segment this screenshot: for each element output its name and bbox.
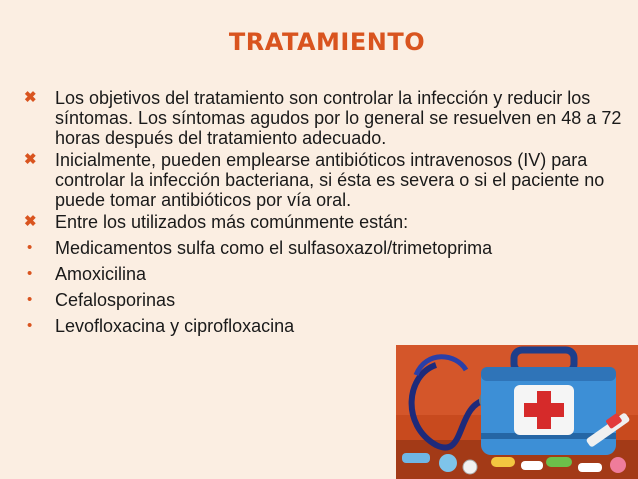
- bullet-list: [24, 88, 624, 342]
- dot-bullet-icon: •: [27, 265, 33, 282]
- dot-bullet-icon: •: [27, 239, 33, 256]
- dot-bullet-icon: •: [27, 291, 33, 308]
- x-bullet-icon: ✖: [24, 89, 37, 106]
- list-item: [24, 150, 624, 210]
- list-item-text: Cefalosporinas: [55, 290, 176, 310]
- list-item: [24, 238, 624, 258]
- list-item-text: Inicialmente, pueden emplearse antibióticos intravenosos (IV) para controlar la infección bacteriana, si ésta es severa o si el paciente no puede tomar antibióticos por vía oral.: [55, 150, 605, 210]
- list-item-text: Medicamentos sulfa como el sulfasoxazol/trimetoprima: [55, 238, 493, 258]
- medical-kit-photo: [396, 345, 638, 479]
- slide-title: [0, 28, 638, 56]
- list-item-text: Los objetivos del tratamiento son controlar la infección y reducir los síntomas. Los síntomas agudos por lo general se resuelven en 48 a 72 horas después del tratamiento adecuado.: [55, 88, 622, 148]
- list-item: [24, 316, 624, 336]
- slide-title-text: TRATAMIENTO: [228, 28, 426, 56]
- x-bullet-icon: ✖: [24, 213, 37, 230]
- medical-kit-illustration: [396, 345, 638, 479]
- x-bullet-icon: ✖: [24, 151, 37, 168]
- list-item-text: Amoxicilina: [55, 264, 147, 284]
- list-item: [24, 212, 624, 232]
- list-item-text: Levofloxacina y ciprofloxacina: [55, 316, 295, 336]
- list-item: [24, 290, 624, 310]
- list-item-text: Entre los utilizados más comúnmente están:: [55, 212, 409, 232]
- dot-bullet-icon: •: [27, 317, 33, 334]
- list-item: [24, 88, 624, 148]
- list-item: [24, 264, 624, 284]
